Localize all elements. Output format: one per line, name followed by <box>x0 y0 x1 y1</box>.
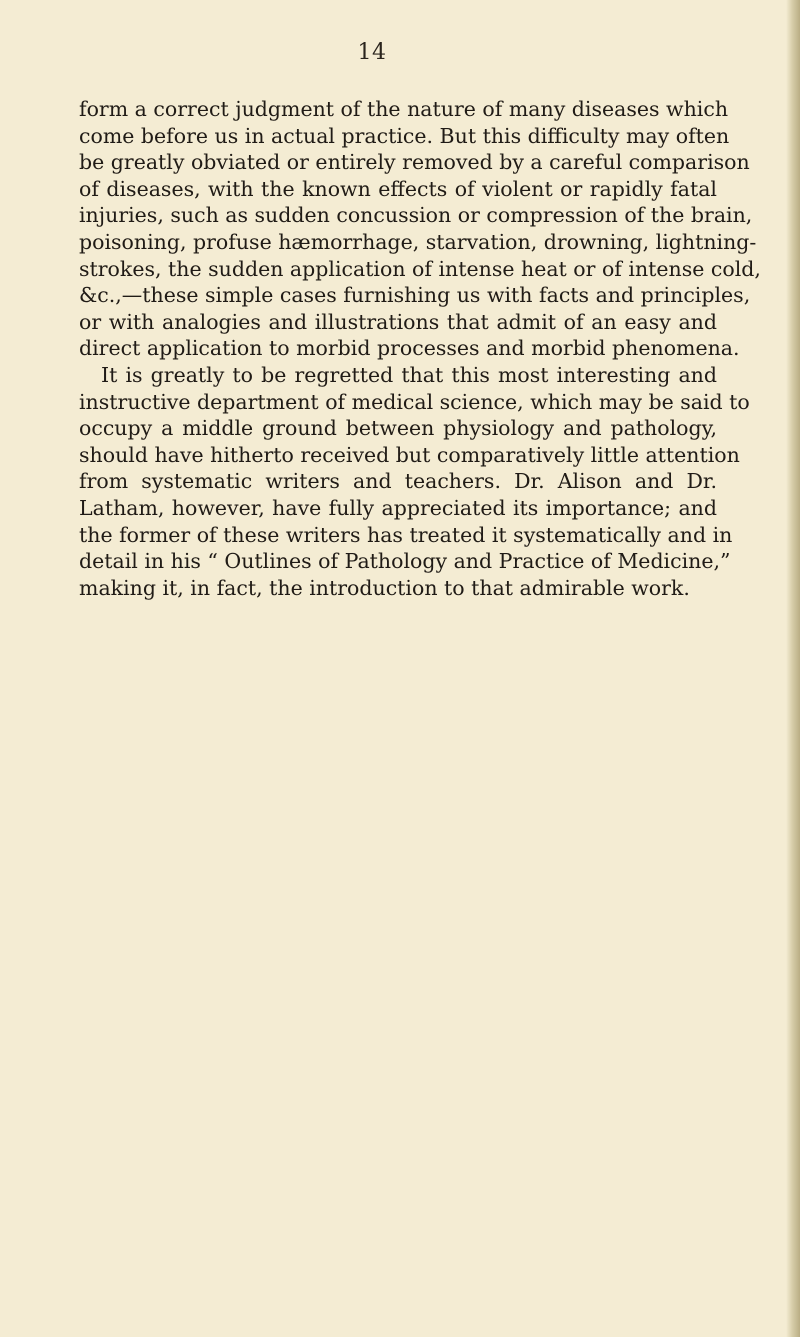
text-line: strokes, the sudden application of intense heat or of intense cold, <box>79 256 761 281</box>
page-edge-shadow <box>786 0 800 1337</box>
text-line: instructive department of medical science, which may be said to <box>79 389 750 414</box>
text-line: poisoning, profuse hæmorrhage, starvation, drowning, lightning- <box>79 229 757 254</box>
text-line: be greatly obviated or entirely removed by a careful comparison <box>79 150 750 175</box>
text-line: It is greatly to be regretted that this most interesting and <box>101 362 717 387</box>
text-line: making it, in fact, the introduction to that admirable work. <box>79 575 690 600</box>
text-line: or with analogies and illustrations that admit of an easy and <box>79 309 717 334</box>
text-line: detail in his “ Outlines of Pathology and Practice of Medicine,” <box>79 549 731 574</box>
text-line: should have hitherto received but comparatively little attention <box>79 442 740 467</box>
text-line: come before us in actual practice. But this difficulty may often <box>79 123 730 148</box>
text-line: &c.,—these simple cases furnishing us with facts and principles, <box>79 283 751 308</box>
text-line: occupy a middle ground between physiology and pathology, <box>79 416 717 441</box>
text-line: of diseases, with the known effects of violent or rapidly fatal <box>79 176 717 201</box>
body-text <box>79 96 761 601</box>
text-line: direct application to morbid processes and morbid phenomena. <box>79 336 740 361</box>
text-line: form a correct judgment of the nature of many diseases which <box>79 97 729 121</box>
text-line: injuries, such as sudden concussion or compression of the brain, <box>79 203 753 228</box>
text-line: Latham, however, have fully appreciated its importance; and <box>79 495 717 520</box>
text-line: the former of these writers has treated it systematically and in <box>79 522 733 547</box>
text-line: from systematic writers and teachers. Dr. Alison and Dr. <box>79 469 717 494</box>
page-number: 14 <box>357 40 387 65</box>
